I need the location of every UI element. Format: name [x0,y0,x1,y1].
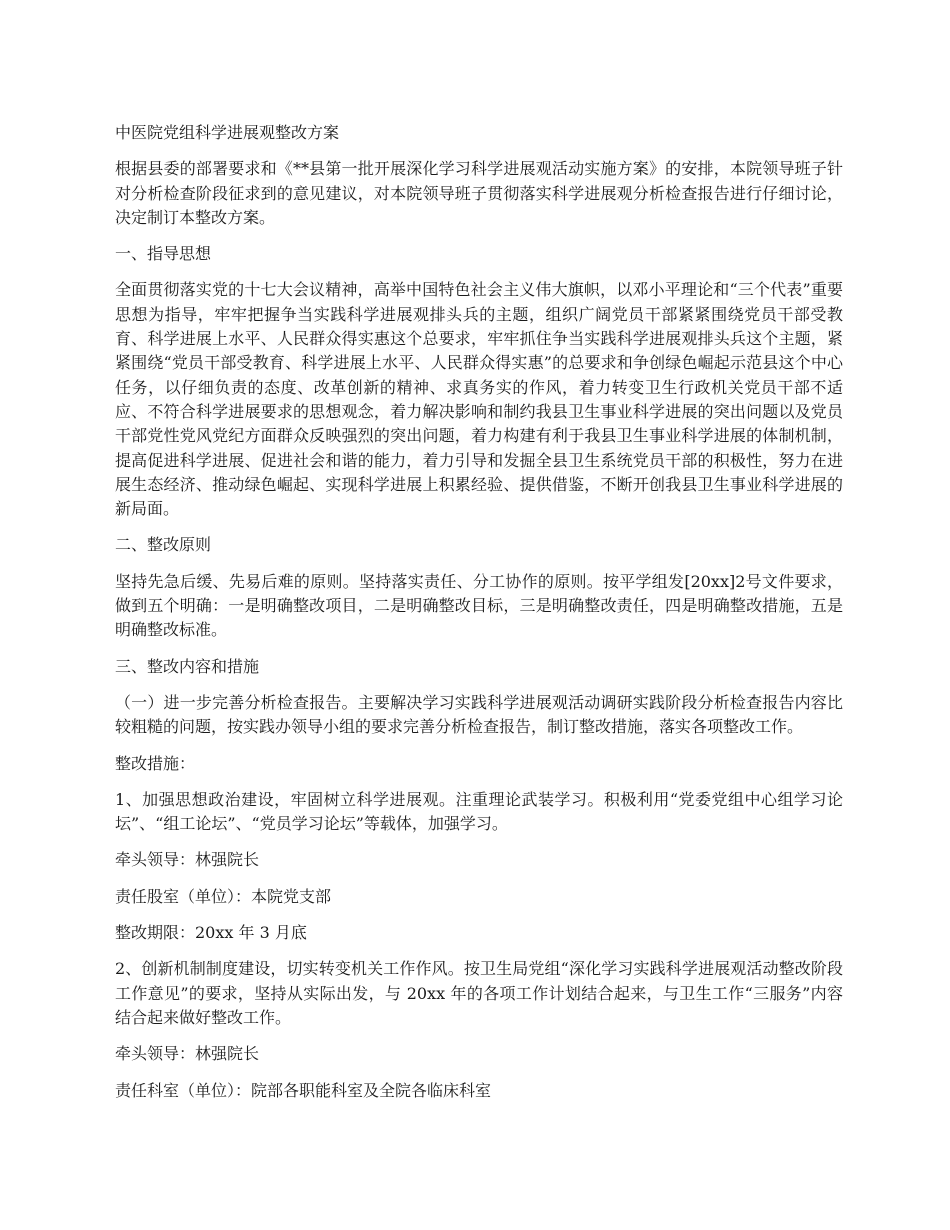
measure-one-unit: 责任股室（单位）：本院党支部 [115,886,332,906]
measure-two-leader: 牵头领导：林强院长 [115,1044,260,1064]
measure-one-leader: 牵头领导：林强院长 [115,850,260,870]
intro-paragraph: 根据县委的部署要求和《**县第一批开展深化学习科学进展观活动实施方案》的安排，本院领导班子针对分析检查阶段征求到的意见建议，对本院领导班子贯彻落实科学进展观分析检查报告进行仔细讨论，决定制订本整改方案。 [115,159,843,227]
measure-one-deadline: 整改期限：20xx 年 3 月底 [115,923,307,943]
section-heading-principles: 二、整改原则 [115,535,212,555]
document-body [115,121,843,1115]
section-heading-guiding-thought: 一、指导思想 [115,244,212,264]
measure-one-paragraph: 1、加强思想政治建设，牢固树立科学进展观。注重理论武装学习。积极利用“党委党组中心组学习论坛”、“组工论坛”、“党员学习论坛”等载体，加强学习。 [115,789,843,834]
measure-two-unit: 责任科室（单位）：院部各职能科室及全院各临床科室 [115,1080,492,1100]
principles-paragraph: 坚持先急后缓、先易后难的原则。坚持落实责任、分工协作的原则。按平学组发[20xx]2号文件要求，做到五个明确：一是明确整改项目，二是明确整改目标，三是明确整改责任，四是明确整改措施，五是明确整改标准。 [115,571,843,640]
item-one-paragraph: （一）进一步完善分析检查报告。主要解决学习实践科学进展观活动调研实践阶段分析检查报告内容比较粗糙的问题，按实践办领导小组的要求完善分析检查报告，制订整改措施，落实各项整改工作。 [115,692,843,737]
measures-label: 整改措施： [115,753,196,773]
measure-two-paragraph: 2、创新机制制度建设，切实转变机关工作作风。按卫生局党组“深化学习实践科学进展观活动整改阶段工作意见”的要求，坚持从实际出发，与 20xx 年的各项工作计划结合起来，与卫生工作“三服务”内容结合起来做好整改工作。 [115,959,843,1027]
document-title: 中医院党组科学进展观整改方案 [115,123,340,142]
guiding-thought-paragraph: 全面贯彻落实党的十七大会议精神，高举中国特色社会主义伟大旗帜，以邓小平理论和“三个代表”重要思想为指导，牢牢把握争当实践科学进展观排头兵的主题，组织广阔党员干部紧紧围绕党员干部受教育、科学进展上水平、人民群众得实惠这个总要求，牢牢抓住争当实践科学进展观排头兵这个主题，紧紧围绕“党员干部受教育、科学进展上水平、人民群众得实惠”的总要求和争创绿色崛起示范县这个中心任务，以仔细负责的态度、改革创新的精神、求真务实的作风，着力转变卫生行政机关党员干部不适应、不符合科学进展要求的思想观念，着力解决影响和制约我县卫生事业科学进展的突出问题以及党员干部党性党风党纪方面群众反映强烈的突出问题，着力构建有利于我县卫生事业科学进展的体制机制，提高促进科学进展、促进社会和谐的能力，着力引导和发掘全县卫生系统党员干部的积极性，努力在进展生态经济、推动绿色崛起、实现科学进展上积累经验、提供借鉴，不断开创我县卫生事业科学进展的新局面。 [115,280,843,519]
section-heading-content-measures: 三、整改内容和措施 [115,656,260,676]
